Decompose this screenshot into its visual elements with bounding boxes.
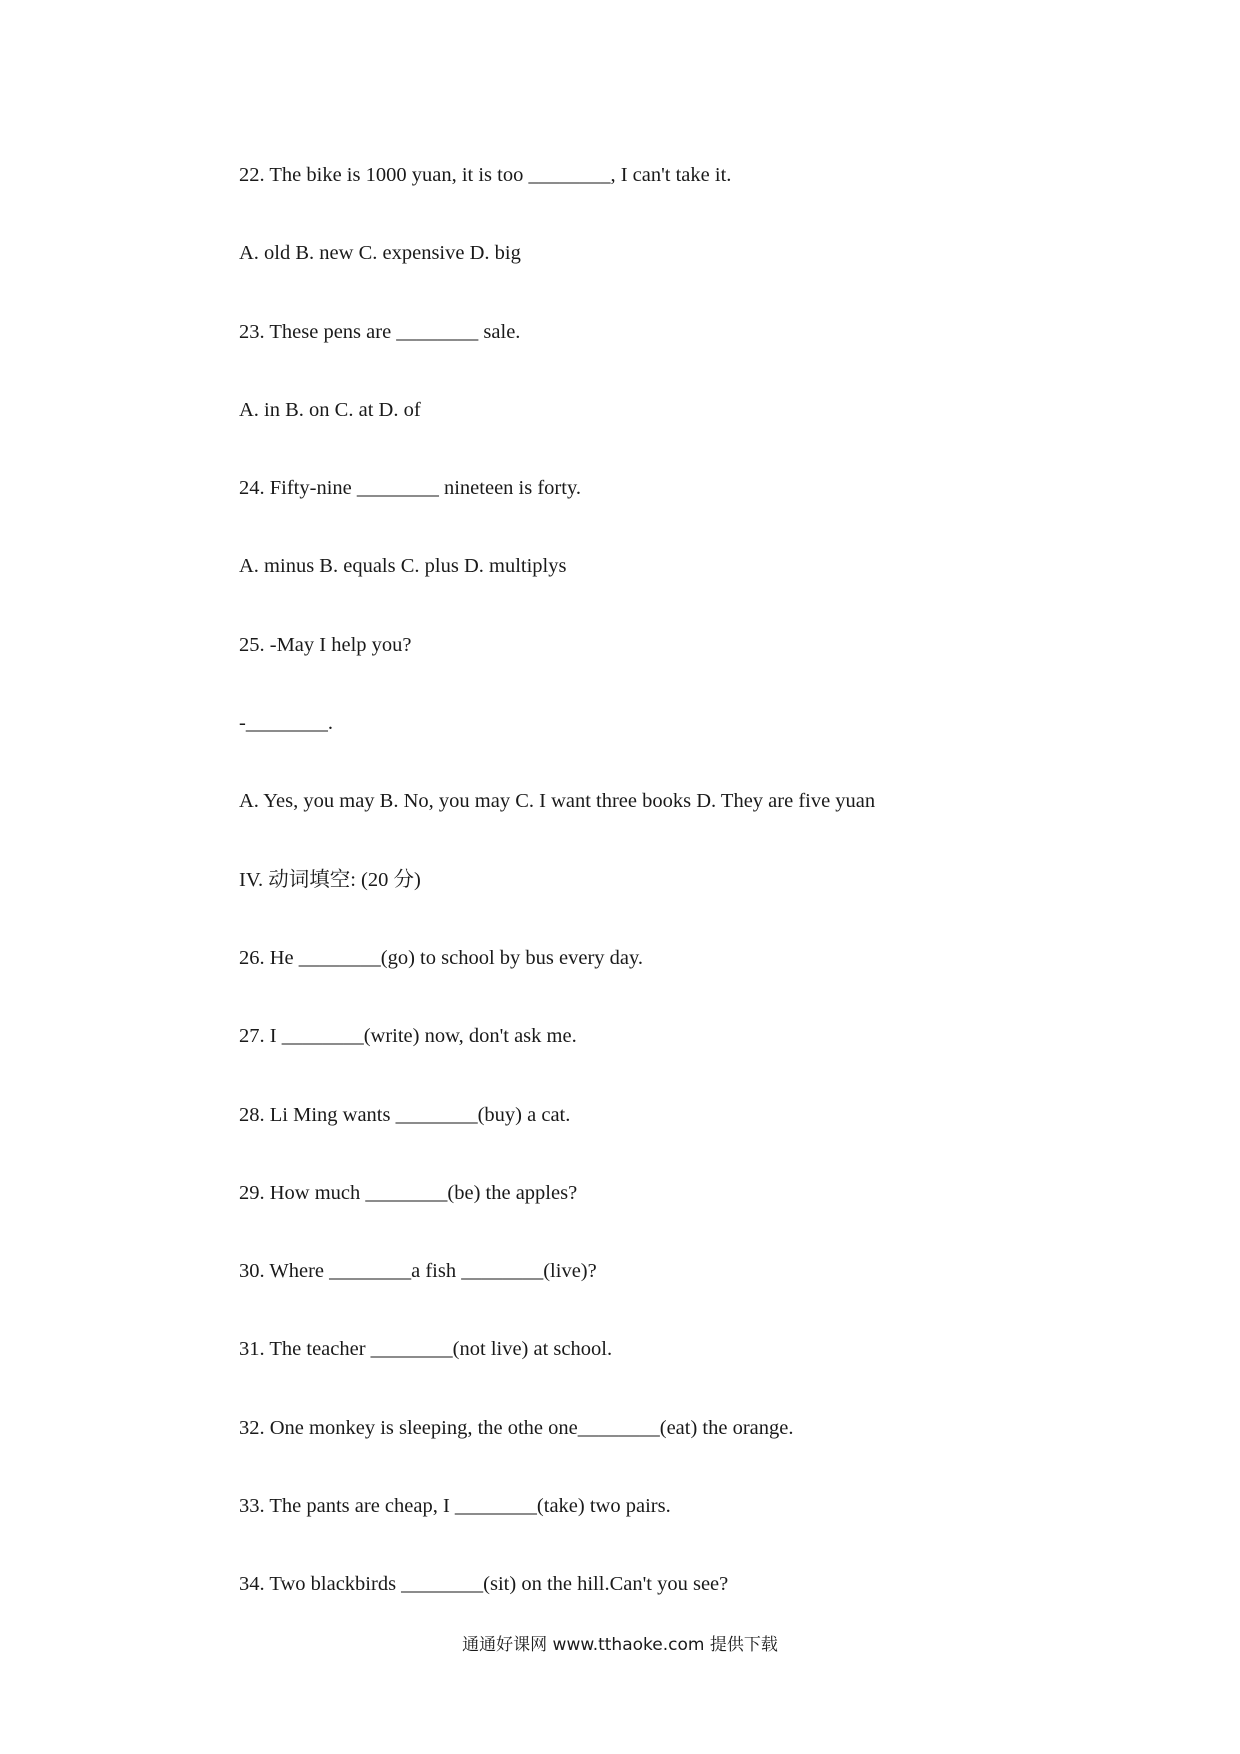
question-34: 34. Two blackbirds ________(sit) on the hill.Can't you see? [239,1573,729,1596]
question-26: 26. He ________(go) to school by bus every day. [239,946,644,969]
question-22: 22. The bike is 1000 yuan, it is too ________, I can't take it. [239,164,732,186]
question-31: 31. The teacher ________(not live) at school. [239,1338,613,1361]
options-24: A. minus B. equals C. plus D. multiplys [239,555,567,578]
section-heading-iv: IV. 动词填空: (20 分) [239,868,421,891]
question-27: 27. I ________(write) now, don't ask me. [239,1025,577,1048]
question-23: 23. These pens are ________ sale. [239,320,521,343]
question-25-answer-blank: -________. [239,712,333,735]
question-25: 25. -May I help you? [239,633,412,656]
question-32: 32. One monkey is sleeping, the othe one________(eat) the orange. [239,1416,794,1439]
question-30: 30. Where ________a fish ________(live)? [239,1260,597,1283]
options-23: A. in B. on C. at D. of [239,398,421,421]
question-28: 28. Li Ming wants ________(buy) a cat. [239,1103,571,1126]
page-footer: 通通好课网 www.tthaoke.com 提供下载 [462,1635,778,1655]
exercise-lines [239,160,1139,1648]
options-22: A. old B. new C. expensive D. big [239,242,521,265]
question-29: 29. How much ________(be) the apples? [239,1181,578,1204]
question-33: 33. The pants are cheap, I ________(take) two pairs. [239,1495,671,1518]
options-25: A. Yes, you may B. No, you may C. I want three books D. They are five yuan [239,790,876,813]
question-24: 24. Fifty-nine ________ nineteen is forty. [239,477,581,500]
